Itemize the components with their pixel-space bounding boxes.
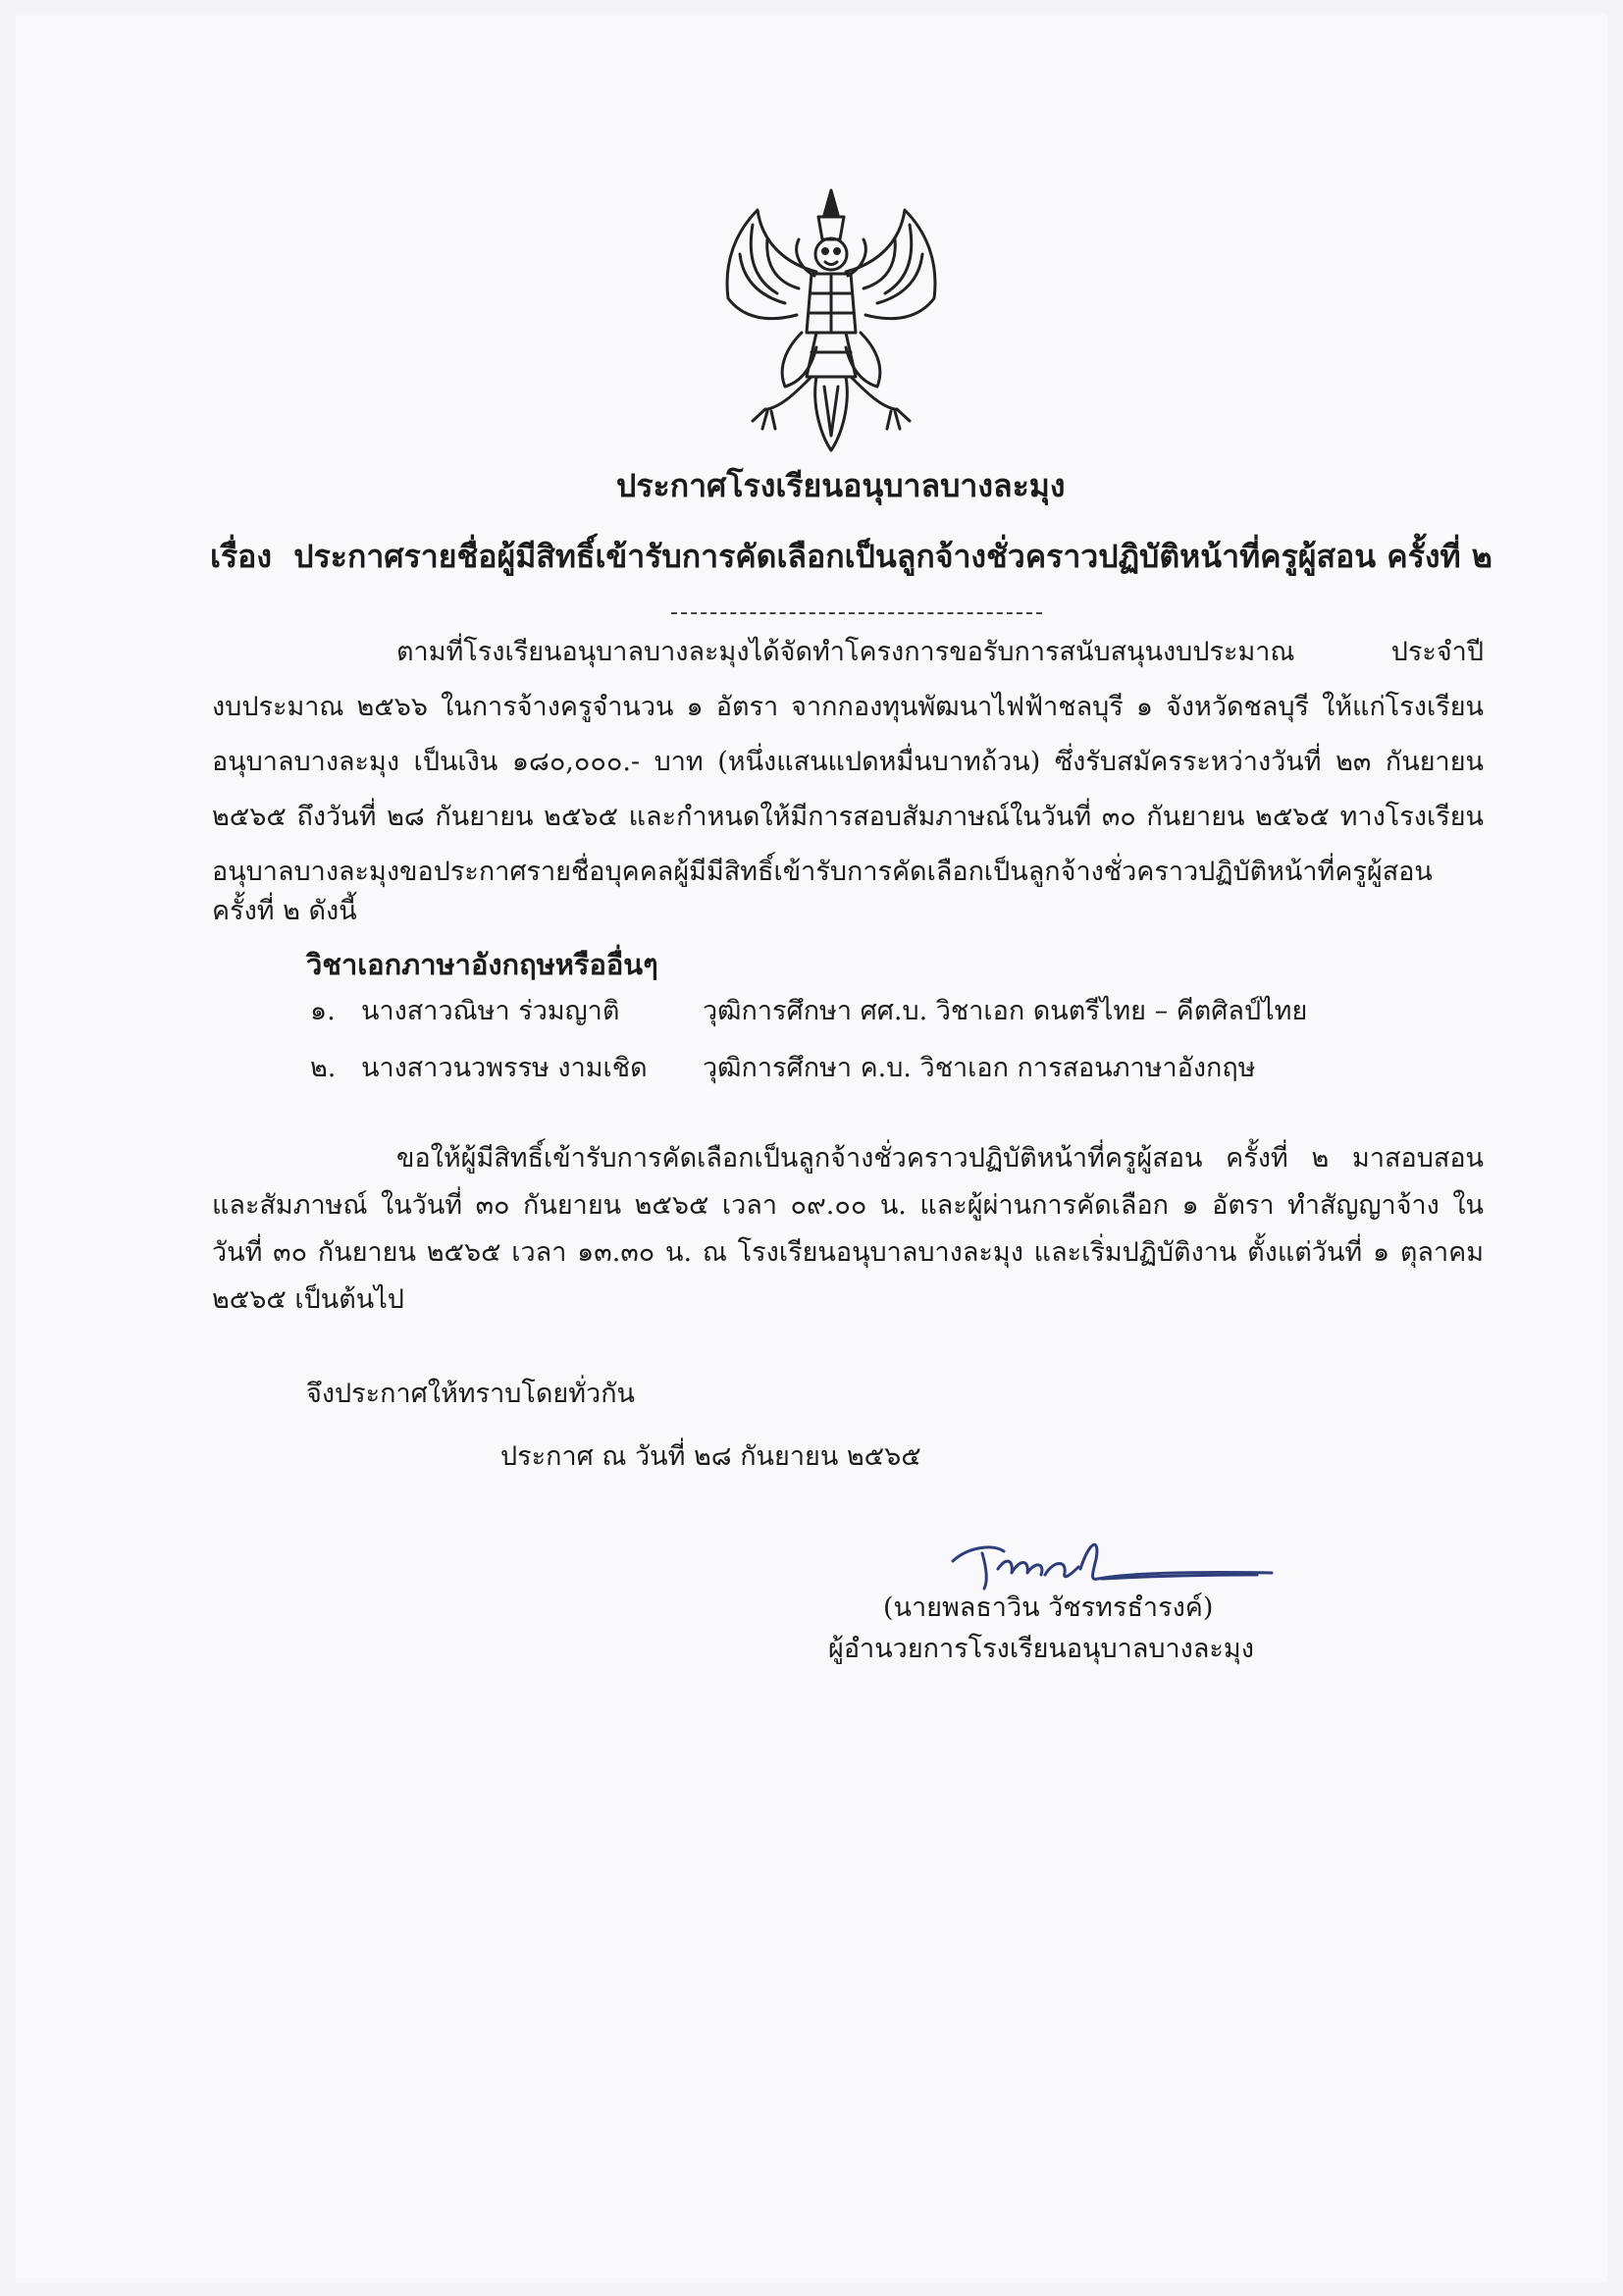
title-divider (671, 612, 1042, 614)
paragraph-1-line: ครั้งที่ ๒ ดังนี้ (212, 896, 357, 926)
signatory-position: ผู้อำนวยการโรงเรียนอนุบาลบางละมุง (828, 1634, 1254, 1664)
candidate-qualification: วุฒิการศึกษา ศศ.บ. วิชาเอก ดนตรีไทย – คีตศิลป์ไทย (703, 996, 1308, 1026)
candidate-name: นางสาวณิษา ร่วมญาติ (361, 996, 620, 1026)
paragraph-2-line: วันที่ ๓๐ กันยายน ๒๕๖๕ เวลา ๑๓.๓๐ น. ณ โรงเรียนอนุบาลบางละมุง และเริ่มปฏิบัติงาน ตั้งแต่วันที่ ๑ ตุลาคม (212, 1237, 1484, 1268)
announcement-subject (210, 540, 1492, 573)
subject-text: ประกาศรายชื่อผู้มีสิทธิ์เข้ารับการคัดเลือกเป็นลูกจ้างชั่วคราวปฏิบัติหน้าที่ครูผู้สอน ครั้งที่ ๒ (293, 538, 1492, 575)
paragraph-1-line: ๒๕๖๕ ถึงวันที่ ๒๘ กันยายน ๒๕๖๕ และกำหนดให้มีการสอบสัมภาษณ์ในวันที่ ๓๐ กันยายน ๒๕๖๕ ทางโรงเรียน (212, 802, 1484, 832)
subject-prefix: เรื่อง (210, 538, 272, 575)
announcement-title: ประกาศโรงเรียนอนุบาลบางละมุง (616, 467, 1066, 504)
candidate-number: ๒. (310, 1053, 337, 1083)
paragraph-2-line: ขอให้ผู้มีสิทธิ์เข้ารับการคัดเลือกเป็นลูกจ้างชั่วคราวปฏิบัติหน้าที่ครูผู้สอน ครั้งที่ ๒ มาสอบสอน (396, 1143, 1484, 1174)
paragraph-1-line: อนุบาลบางละมุงขอประกาศรายชื่อบุคคลผู้มีมีสิทธิ์เข้ารับการคัดเลือกเป็นลูกจ้างชั่วคราวปฏิบัติหน้าที่ครูผู้สอน (212, 857, 1433, 887)
garuda-emblem-icon (708, 185, 954, 455)
announcement-date: ประกาศ ณ วันที่ ๒๘ กันยายน ๒๕๖๕ (500, 1441, 921, 1472)
subject-heading: วิชาเอกภาษาอังกฤษหรืออื่นๆ (306, 948, 658, 981)
signatory-name: (นายพลธาวิน วัชรทรธำรงค์) (883, 1592, 1214, 1623)
paragraph-2-line: ๒๕๖๕ เป็นต้นไป (212, 1284, 404, 1315)
signature-image (943, 1530, 1282, 1598)
paragraph-1-line: อนุบาลบางละมุง เป็นเงิน ๑๘๐,๐๐๐.- บาท (หนึ่งแสนแปดหมื่นบาทถ้วน) ซึ่งรับสมัครระหว่างวันที่ ๒๓ กันยายน (212, 747, 1484, 777)
paragraph-1-line: งบประมาณ ๒๕๖๖ ในการจ้างครูจำนวน ๑ อัตรา จากกองทุนพัฒนาไฟฟ้าชลบุรี ๑ จังหวัดชลบุรี ให้แก่โรงเรียน (212, 692, 1484, 722)
candidate-number: ๑. (310, 996, 336, 1026)
candidate-name: นางสาวนวพรรษ งามเชิด (361, 1053, 648, 1083)
closing-statement: จึงประกาศให้ทราบโดยทั่วกัน (306, 1379, 635, 1409)
candidate-qualification: วุฒิการศึกษา ค.บ. วิชาเอก การสอนภาษาอังกฤษ (703, 1053, 1256, 1083)
document-page (16, 14, 1607, 2282)
paragraph-2-line: และสัมภาษณ์ ในวันที่ ๓๐ กันยายน ๒๕๖๕ เวลา ๐๙.๐๐ น. และผู้ผ่านการคัดเลือก ๑ อัตรา ทำสัญญาจ้าง ใน (212, 1190, 1484, 1221)
paragraph-1-line: ตามที่โรงเรียนอนุบาลบางละมุงได้จัดทำโครงการขอรับการสนับสนุนงบประมาณ ประจำปี (396, 637, 1484, 667)
